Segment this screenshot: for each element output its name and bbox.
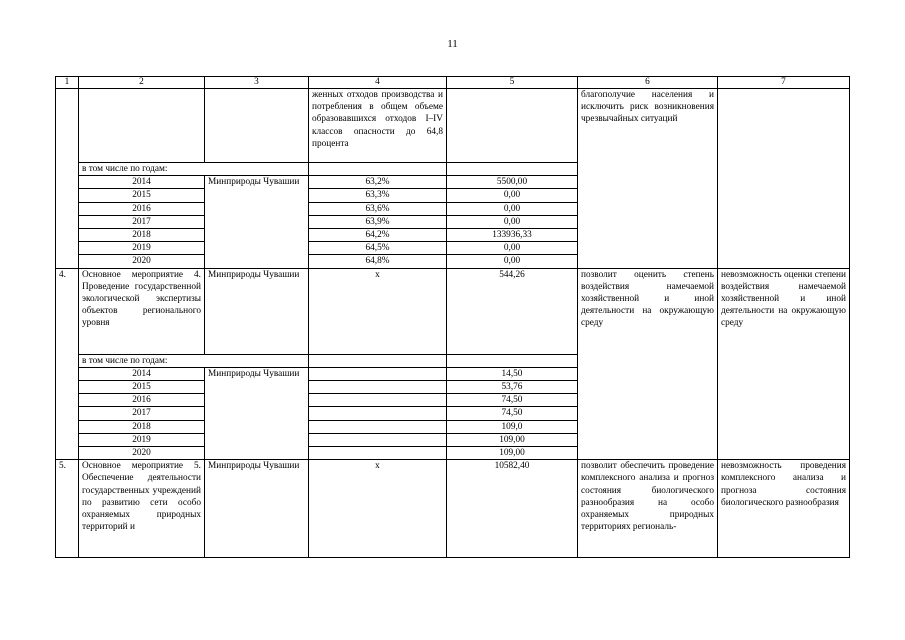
pct-cell: 64,5% bbox=[309, 242, 447, 255]
amount-cell: 74,50 bbox=[447, 407, 578, 420]
amount-cell: 53,76 bbox=[447, 381, 578, 394]
ministry-cell: Минприроды Чувашии bbox=[205, 460, 309, 558]
pct-cell: 63,9% bbox=[309, 215, 447, 228]
num-cell: 4. bbox=[56, 268, 79, 460]
amount-cell bbox=[447, 89, 578, 163]
indicator-cell: х bbox=[309, 460, 447, 558]
indicator-cell bbox=[309, 381, 447, 394]
amount-cell: 5500,00 bbox=[447, 176, 578, 189]
year-cell: 2015 bbox=[79, 189, 205, 202]
continuation-row bbox=[56, 89, 850, 163]
amount-cell: 0,00 bbox=[447, 242, 578, 255]
ministry-cell: Минприроды Чувашии bbox=[205, 268, 309, 354]
year-cell: 2020 bbox=[79, 447, 205, 460]
amount-cell: 0,00 bbox=[447, 215, 578, 228]
indicator-cell bbox=[309, 433, 447, 446]
amount-cell: 0,00 bbox=[447, 189, 578, 202]
total-amount-cell: 544,26 bbox=[447, 268, 578, 354]
year-cell: 2020 bbox=[79, 255, 205, 268]
header-cell: 5 bbox=[447, 77, 578, 89]
year-cell: 2014 bbox=[79, 367, 205, 380]
ministry-cell: Минприроды Чувашии bbox=[205, 367, 309, 459]
amount-cell: 0,00 bbox=[447, 255, 578, 268]
by-years-label: в том числе по годам: bbox=[79, 163, 309, 176]
indicator-cell bbox=[309, 394, 447, 407]
amount-cell: 14,50 bbox=[447, 367, 578, 380]
indicator-cell bbox=[309, 367, 447, 380]
amount-cell bbox=[447, 354, 578, 367]
ministry-cell: Минприроды Чувашии bbox=[205, 176, 309, 268]
amount-cell: 74,50 bbox=[447, 394, 578, 407]
pct-cell: 63,6% bbox=[309, 202, 447, 215]
result-cell: позволит оценить степень воздействия намечаемой хозяйственной и иной деятельности на окружающую среду bbox=[578, 268, 718, 460]
pct-cell: 64,8% bbox=[309, 255, 447, 268]
year-cell: 2017 bbox=[79, 215, 205, 228]
measure-row-5 bbox=[56, 460, 850, 558]
year-cell: 2016 bbox=[79, 394, 205, 407]
indicator-cell bbox=[309, 354, 447, 367]
result-cell: благополучие населения и исключить риск возникновения чрезвычайных ситуаций bbox=[578, 89, 718, 269]
pct-cell: 63,2% bbox=[309, 176, 447, 189]
consequence-cell: невозможность проведения комплексного анализа и прогноза состояния биологического разнообразия bbox=[718, 460, 850, 558]
amount-cell: 109,0 bbox=[447, 420, 578, 433]
total-amount-cell: 10582,40 bbox=[447, 460, 578, 558]
year-cell: 2018 bbox=[79, 420, 205, 433]
page-number: 11 bbox=[447, 38, 458, 50]
amount-cell: 0,00 bbox=[447, 202, 578, 215]
header-row bbox=[56, 77, 850, 89]
header-cell: 2 bbox=[79, 77, 205, 89]
indicator-cell: х bbox=[309, 268, 447, 354]
header-cell: 6 bbox=[578, 77, 718, 89]
consequence-cell: невозможность оценки степени воздействия намечаемой хозяйственной и иной деятельности на окружающую среду bbox=[718, 268, 850, 460]
amount-cell bbox=[447, 163, 578, 176]
amount-cell: 109,00 bbox=[447, 447, 578, 460]
year-cell: 2019 bbox=[79, 433, 205, 446]
header-cell: 3 bbox=[205, 77, 309, 89]
header-cell: 4 bbox=[309, 77, 447, 89]
program-table bbox=[55, 76, 850, 558]
result-cell: позволит обеспечить проведение комплексного анализа и прогноз состояния биологического разнообразия на особо охраняемых природных территориях региональ- bbox=[578, 460, 718, 558]
year-cell: 2019 bbox=[79, 242, 205, 255]
num-cell: 5. bbox=[56, 460, 79, 558]
year-cell: 2018 bbox=[79, 229, 205, 242]
indicator-cell bbox=[309, 447, 447, 460]
pct-cell: 64,2% bbox=[309, 229, 447, 242]
measure-name-cell: Основное мероприятие 4. Проведение государственной экологической экспертизы объектов регионального уровня bbox=[79, 268, 205, 354]
consequence-cell bbox=[718, 89, 850, 269]
indicator-cell: женных отходов производства и потребления в общем объеме образовавшихся отходов I–IV классов опасности до 64,8 процента bbox=[309, 89, 447, 163]
indicator-cell bbox=[309, 407, 447, 420]
ministry-cell bbox=[205, 89, 309, 163]
indicator-cell bbox=[309, 420, 447, 433]
num-cell bbox=[56, 89, 79, 269]
amount-cell: 109,00 bbox=[447, 433, 578, 446]
year-cell: 2016 bbox=[79, 202, 205, 215]
measure-row-4 bbox=[56, 268, 850, 354]
pct-cell: 63,3% bbox=[309, 189, 447, 202]
measure-name-cell: Основное мероприятие 5. Обеспечение деятельности государственных учреждений по развитию сети особо охраняемых природных территорий и bbox=[79, 460, 205, 558]
by-years-label: в том числе по годам: bbox=[79, 354, 309, 367]
name-cell bbox=[79, 89, 205, 163]
year-cell: 2015 bbox=[79, 381, 205, 394]
year-cell: 2017 bbox=[79, 407, 205, 420]
year-cell: 2014 bbox=[79, 176, 205, 189]
amount-cell: 133936,33 bbox=[447, 229, 578, 242]
header-cell: 1 bbox=[56, 77, 79, 89]
header-cell: 7 bbox=[718, 77, 850, 89]
indicator-cell bbox=[309, 163, 447, 176]
